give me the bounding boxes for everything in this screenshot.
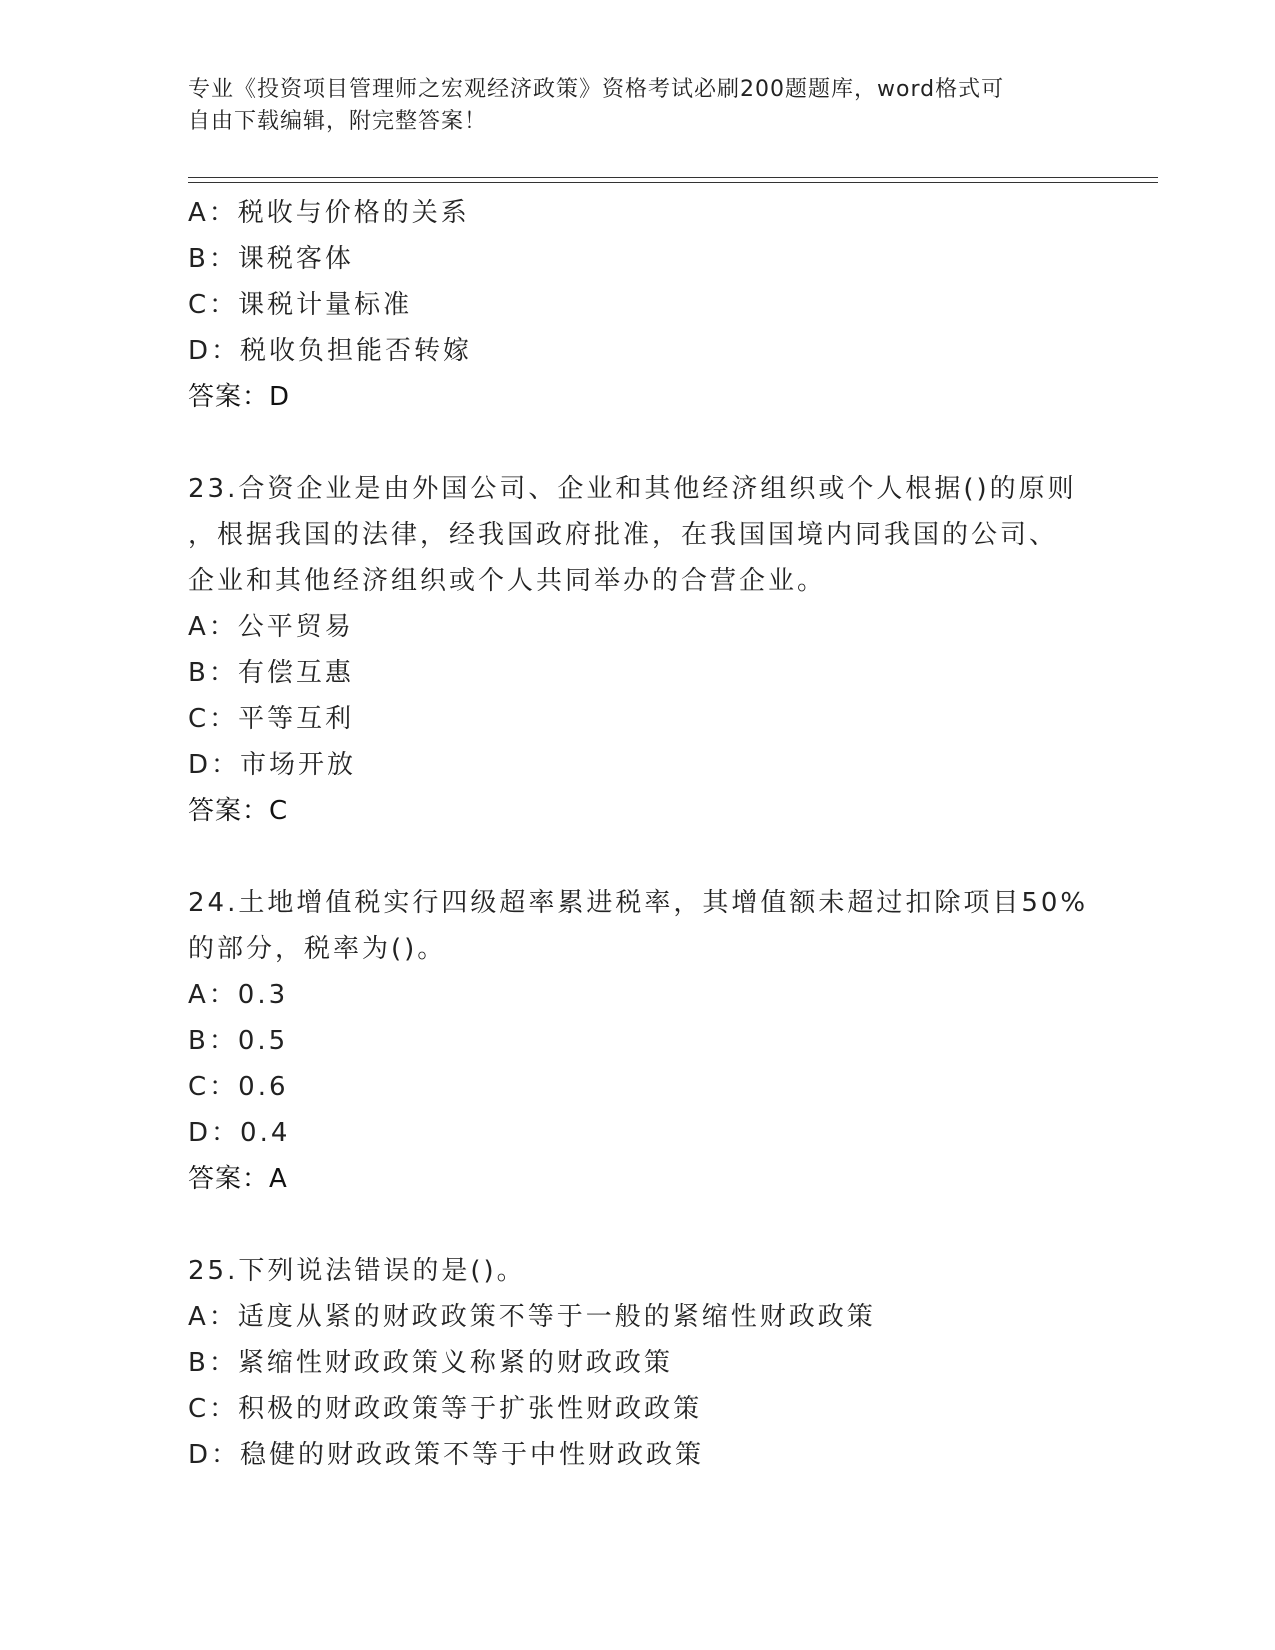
option-c: C：平等互利 — [188, 704, 355, 734]
document-header — [188, 74, 1068, 138]
option-a: A：适度从紧的财政政策不等于一般的紧缩性财政政策 — [188, 1302, 876, 1332]
option-b: B：紧缩性财政政策义称紧的财政政策 — [188, 1348, 673, 1378]
question-stem-line: 企业和其他经济组织或个人共同举办的合营企业。 — [188, 566, 827, 596]
option-b: B：0.5 — [188, 1026, 289, 1056]
question-stem-line: 的部分，税率为()。 — [188, 934, 447, 964]
answer-key: 答案：D — [188, 382, 291, 412]
option-b: B：有偿互惠 — [188, 658, 354, 688]
option-a: A：0.3 — [188, 980, 289, 1010]
answer-key: 答案：A — [188, 1164, 288, 1194]
question-25 — [188, 1248, 1088, 1478]
question-list — [188, 190, 1088, 1478]
option-d: D：税收负担能否转嫁 — [188, 336, 473, 366]
option-b: B：课税客体 — [188, 244, 354, 274]
question-23 — [188, 466, 1088, 834]
header-title-line-1: 专业《投资项目管理师之宏观经济政策》资格考试必刷200题题库，word格式可 — [188, 77, 1005, 102]
option-c: C：0.6 — [188, 1072, 289, 1102]
option-d: D：0.4 — [188, 1118, 291, 1148]
question-24 — [188, 880, 1088, 1202]
question-stem-line: 23.合资企业是由外国公司、企业和其他经济组织或个人根据()的原则 — [188, 474, 1077, 504]
question-stem-line: ，根据我国的法律，经我国政府批准，在我国国境内同我国的公司、 — [188, 520, 1059, 550]
header-divider-top — [188, 177, 1158, 178]
option-d: D：稳健的财政政策不等于中性财政政策 — [188, 1440, 705, 1470]
option-c: C：课税计量标准 — [188, 290, 413, 320]
option-c: C：积极的财政政策等于扩张性财政政策 — [188, 1394, 703, 1424]
question-stem-line: 24.土地增值税实行四级超率累进税率，其增值额未超过扣除项目50% — [188, 888, 1089, 918]
header-divider-bottom — [188, 182, 1158, 183]
answer-key: 答案：C — [188, 796, 289, 826]
option-d: D：市场开放 — [188, 750, 357, 780]
option-a: A：公平贸易 — [188, 612, 354, 642]
question-22 — [188, 190, 1088, 420]
option-a: A：税收与价格的关系 — [188, 198, 470, 228]
header-title-line-2: 自由下载编辑，附完整答案！ — [188, 109, 488, 134]
question-stem-line: 25.下列说法错误的是()。 — [188, 1256, 526, 1286]
